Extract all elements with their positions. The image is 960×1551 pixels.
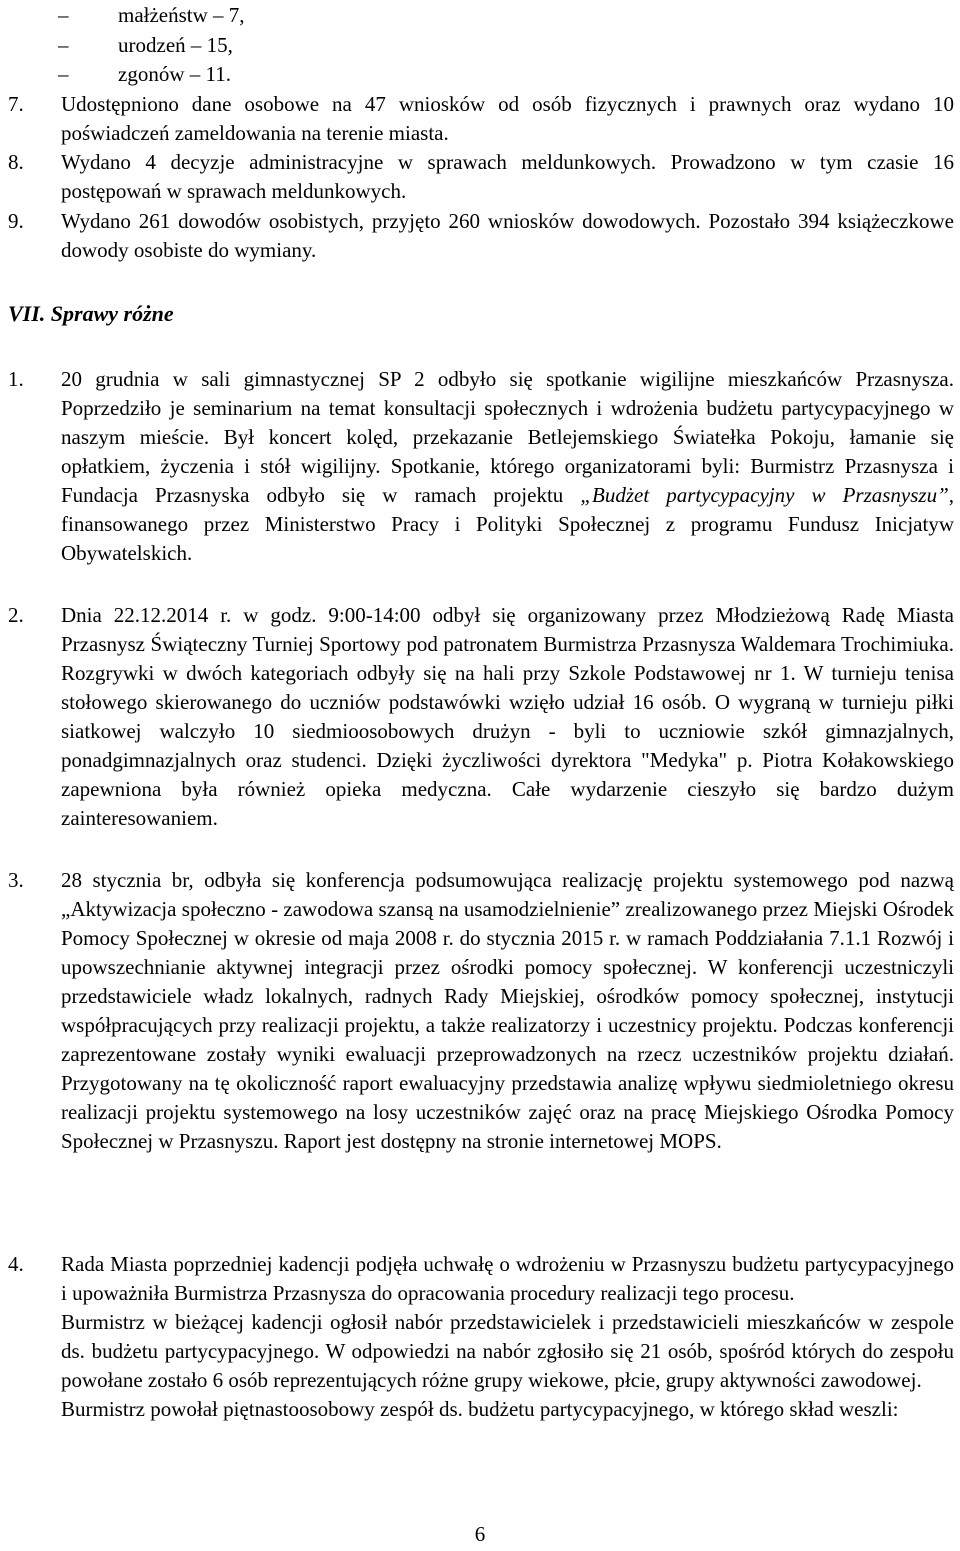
- numbered-item-4: [8, 1250, 954, 1424]
- item-number: 9.: [8, 209, 24, 233]
- item-paragraph: [61, 365, 954, 568]
- item-number: 8.: [8, 150, 24, 174]
- item-paragraph: 28 stycznia br, odbyła się konferencja podsumowująca realizację projektu systemowego pod nazwą „Aktywizacja społeczno - zawodowa szansą na usamodzielnienie” zrealizowanego przez Miejski Ośrodek Pomocy Społecznej w okresie od maja 2008 r. do stycznia 2015 r. w ramach Poddziałania 7.1.1 Rozwój i upowszechnianie aktywnej integracji przez ośrodki pomocy społecznej. W konferencji uczestniczyli przedstawiciele władz lokalnych, radnych Rady Miejskiej, ośrodków pomocy społecznej, instytucji współpracujących przy realizacji projektu, a także realizatorzy i uczestnicy projektu. Podczas konferencji zaprezentowane zostały wyniki ewaluacji przeprowadzonych na rzecz uczestników projektu działań. Przygotowany na tę okoliczność raport ewaluacyjny przedstawia analizę wpływu siedmioletniego okresu realizacji projektu systemowego na losy uczestników zajęć oraz na pracę Miejskiego Ośrodka Pomocy Społecznej w Przasnyszu. Raport jest dostępny na stronie internetowej MOPS.: [61, 868, 954, 1153]
- dash-item: [58, 60, 245, 90]
- numbered-item-2: [8, 601, 954, 833]
- item-body: [61, 207, 954, 265]
- item-paragraph: Wydano 4 decyzje administracyjne w sprawach meldunkowych. Prowadzono w tym czasie 16 postępowań w sprawach meldunkowych.: [61, 150, 954, 203]
- item-paragraph: Burmistrz w bieżącej kadencji ogłosił nabór przedstawicielek i przedstawicieli mieszkańców w zespole ds. budżetu partycypacyjnego. W odpowiedzi na nabór zgłosiło się 21 osób, spośród których do zespołu powołane zostało 6 osób reprezentujących różne grupy wiekowe, płcie, grupy aktywności zawodowej.: [61, 1310, 954, 1392]
- item-paragraph: Wydano 261 dowodów osobistych, przyjęto 260 wniosków dowodowych. Pozostało 394 książeczkowe dowody osobiste do wymiany.: [61, 209, 954, 262]
- item-number: 2.: [8, 603, 24, 627]
- dash-mark: –: [58, 62, 69, 86]
- item-body: [61, 866, 954, 1156]
- item-paragraph: Dnia 22.12.2014 r. w godz. 9:00-14:00 odbył się organizowany przez Młodzieżową Radę Miasta Przasnysz Świąteczny Turniej Sportowy pod patronatem Burmistrza Przasnysza Waldemara Trochimiuka. Rozgrywki w dwóch kategoriach odbyły się na hali przy Szkole Podstawowej nr 1. W turnieju tenisa stołowego skierowanego do uczniów podstawówki wzięło udział 16 osób. O wygraną w turnieju piłki siatkowej walczyło 10 siedmioosobowych drużyn - byli to uczniowie szkół gimnazjalnych, ponadgimnazjalnych oraz studenci. Dzięki życzliwości dyrektora "Medyka" p. Piotra Kołakowskiego zapewniona była również opieka medyczna. Całe wydarzenie cieszyło się bardzo dużym zainteresowaniem.: [61, 603, 954, 830]
- dash-item-text: zgonów – 11.: [118, 62, 231, 86]
- item-body: [61, 90, 954, 148]
- item-number: 4.: [8, 1252, 24, 1276]
- page-number: 6: [474, 1522, 486, 1546]
- numbered-item-8: [8, 148, 954, 206]
- item-body: [61, 1250, 954, 1424]
- dash-item: [58, 1, 245, 31]
- dash-mark: –: [58, 32, 69, 57]
- dash-mark: –: [58, 3, 69, 27]
- item-paragraph: Rada Miasta poprzedniej kadencji podjęła uchwałę o wdrożeniu w Przasnyszu budżetu partycypacyjnego i upoważniła Burmistrza Przasnysza do opracowania procedury realizacji tego procesu.: [61, 1252, 954, 1305]
- dash-item-text: urodzeń – 15,: [118, 32, 233, 57]
- item-number: 3.: [8, 868, 24, 892]
- numbered-item-1: [8, 365, 954, 568]
- section-heading: VII. Sprawy różne: [8, 301, 174, 326]
- dash-item: [58, 31, 245, 61]
- item-body: [61, 601, 954, 833]
- item-paragraph: Udostępniono dane osobowe na 47 wniosków od osób fizycznych i prawnych oraz wydano 10 poświadczeń zameldowania na terenie miasta.: [61, 92, 954, 145]
- numbered-item-3: [8, 866, 954, 1156]
- numbered-item-7: [8, 90, 954, 148]
- numbered-item-9: [8, 207, 954, 265]
- item-number: 7.: [8, 92, 24, 116]
- item-number: 1.: [8, 367, 24, 391]
- paragraph-text: 20 grudnia w sali gimnastycznej SP 2 odbyło się spotkanie wigilijne mieszkańców Przasnysza. Poprzedziło je seminarium na temat konsultacji społecznych i wdrożenia budżetu partycypacyjnego w naszym mieście. Był koncert kolęd, przekazanie Betlejemskiego Światełka Pokoju, łamanie się opłatkiem, życzenia i stół wigilijny. Spotkanie, którego organizatorami byli: Burmistrz Przasnysza i Fundacja Przasnyska odbyło się w ramach projektu: [61, 367, 954, 507]
- project-title: „Budżet partycypacyjny w Przasnyszu”: [580, 483, 949, 507]
- item-body: [61, 365, 954, 568]
- item-paragraph: Burmistrz powołał piętnastoosobowy zespół ds. budżetu partycypacyjnego, w którego skład weszli:: [61, 1397, 899, 1421]
- dash-item-text: małżeństw – 7,: [118, 3, 245, 27]
- paragraph-text: , finansowanego przez Ministerstwo Pracy i Polityki Społecznej z programu Fundusz Inicjatyw Obywatelskich.: [61, 483, 955, 565]
- item-body: [61, 148, 954, 206]
- dash-list: [58, 1, 245, 90]
